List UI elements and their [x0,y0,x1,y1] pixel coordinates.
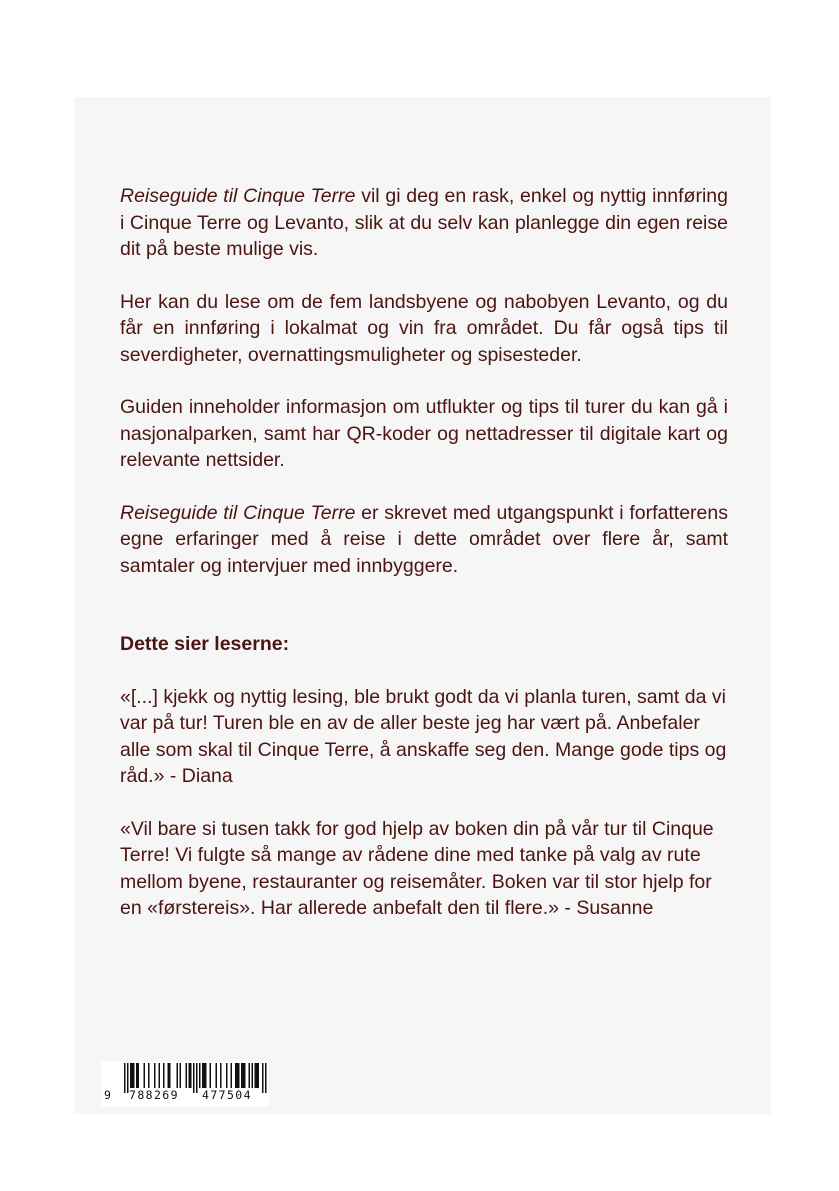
barcode-bar [163,1063,165,1088]
barcode-bar [130,1063,132,1088]
barcode-bar [190,1063,192,1088]
barcode-bar [193,1063,195,1093]
review-susanne: «Vil bare si tusen takk for god hjelp av boken din på vår tur til Cinque Terre! Vi fulgte så mange av rådene dine med tanke på valg av rute mellom byene, restauranter og reisemåter. Boken var til stor hjelp for en «førstereis». Har allerede anbefalt den til flere.» - Susanne [120,817,714,919]
review-diana: «[...] kjekk og nyttig lesing, ble brukt godt da vi planla turen, samt da vi var på tur! Turen ble en av de aller beste jeg har vært på. Anbefaler alle som skal til Cinque Terre, å anskaffe seg den. Mange gode tips og råd.» - Diana [120,685,727,787]
barcode-bar [124,1063,126,1093]
barcode-bar [243,1063,245,1088]
author-text: er skrevet med utgangspunkt i forfatterens egne erfaringer med å reise i dette området over flere år, samt samtaler og intervjuer med innbyggere. [120,501,728,577]
barcode-bar [169,1063,171,1088]
barcode-bar [205,1063,207,1088]
barcode-bar [249,1063,251,1088]
author-paragraph [120,500,728,580]
barcode-bar [216,1063,218,1088]
barcode-bar [231,1063,233,1088]
barcode-bar [177,1063,179,1088]
barcode-bar [196,1063,198,1093]
barcode-first-digit: 9 [104,1088,113,1102]
barcode-bar [180,1063,182,1088]
cover-text [120,183,728,948]
barcode-bar [256,1063,258,1088]
barcode-bar [262,1063,264,1093]
intro-text: vil gi deg en rask, enkel og nyttig innføring i Cinque Terre og Levanto, slik at du selv kan planlegge din egen reise dit på beste mulige vis. [120,185,728,260]
barcode-bar [235,1063,237,1088]
book-title-italic: Reiseguide til Cinque Terre [120,501,356,524]
barcode-bar [132,1063,134,1088]
villages-paragraph: Her kan du lese om de fem landsbyene og nabobyen Levanto, og du får en innføring i lokalmat og vin fra området. Du får også tips til severdigheter, overnattingsmuligheter og spisesteder. [120,290,728,366]
barcode-bar [244,1063,246,1088]
barcode-bar [220,1063,222,1088]
barcode-bar [202,1063,204,1088]
barcode-bar [186,1063,188,1088]
barcode-bar [210,1063,212,1088]
book-title-italic: Reiseguide til Cinque Terre [120,185,356,207]
reviews-heading: Dette sier leserne: [120,633,290,655]
barcode-bar [154,1063,156,1088]
barcode-bar [241,1063,243,1088]
back-cover-page [74,97,771,1114]
barcode-bar [258,1063,260,1088]
barcode-right-digits: 477504 [202,1088,252,1102]
barcode-bar [189,1063,191,1088]
barcode-bar [144,1063,146,1088]
barcode-bar [133,1063,135,1088]
barcode-left-digits: 788269 [129,1088,179,1102]
excursions-paragraph: Guiden inneholder informasjon om utflukter og tips til turer du kan gå i nasjonalparken, samt har QR-koder og nettadresser til digitale kart og relevante nettsider. [120,396,728,471]
barcode-bar [265,1063,267,1093]
barcode-bar [204,1063,206,1088]
barcode-bar [136,1063,138,1088]
barcode-bar [226,1063,228,1088]
barcode-bar [199,1063,201,1088]
barcode-bar [238,1063,240,1088]
barcode-bar [237,1063,239,1088]
barcode-bar [168,1063,170,1088]
barcode-bar [148,1063,150,1088]
barcode-bar [255,1063,257,1088]
barcode-bar [252,1063,254,1088]
barcode-bar [138,1063,140,1088]
isbn-barcode [101,1061,269,1106]
barcode-bar [159,1063,161,1088]
intro-paragraph [120,183,728,263]
